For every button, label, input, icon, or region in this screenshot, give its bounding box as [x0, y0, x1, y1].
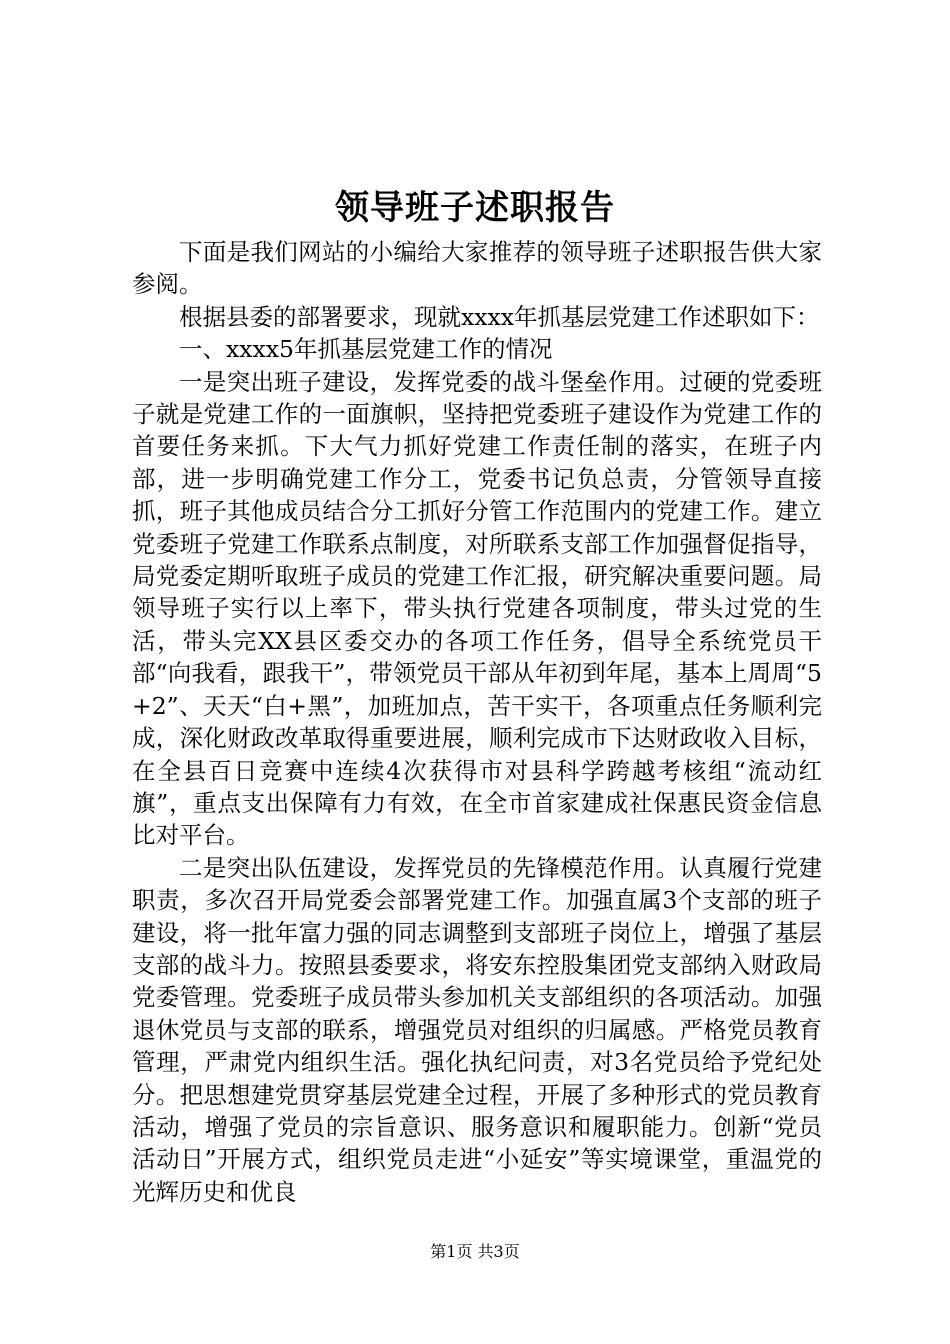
- paragraph-staff-building: 二是突出队伍建设，发挥党员的先锋模范作用。认真履行党建职责，多次召开局党委会部署党建工作。加强直属3个支部的班子建设，将一批年富力强的同志调整到支部班子岗位上，增强了基层支部的战斗力。按照县委要求，将安东控股集团党支部纳入财政局党委管理。党委班子成员带头参加机关支部组织的各项活动。加强退休党员与支部的联系，增强党员对组织的归属感。严格党员教育管理，严肃党内组织生活。强化执纪问责，对3名党员给予党纪处分。把思想建党贯穿基层党建全过程，开展了多种形式的党员教育活动，增强了党员的宗旨意识、服务意识和履职能力。创新“党员活动日”开展方式，组织党员走进“小延安”等实境课堂，重温党的光辉历史和优良: [132, 853, 822, 1206]
- section-heading: 一、xxxx5年抓基层党建工作的情况: [179, 335, 553, 364]
- paragraph-team-building: 一是突出班子建设，发挥党委的战斗堡垒作用。过硬的党委班子就是党建工作的一面旗帜，坚持把党委班子建设作为党建工作的首要任务来抓。下大气力抓好党建工作责任制的落实，在班子内部，进一步明确党建工作分工，党委书记负总责，分管领导直接抓，班子其他成员结合分工抓好分管工作范围内的党建工作。建立党委班子党建工作联系点制度，对所联系支部工作加强督促指导，局党委定期听取班子成员的党建工作汇报，研究解决重要问题。局领导班子实行以上率下，带头执行党建各项制度，带头过党的生活，带头完XX县区委交办的各项工作任务，倡导全系统党员干部“向我看，跟我干”，带领党员干部从年初到年尾，基本上周周“5+2”、天天“白+黑”，加班加点，苦干实干，各项重点任务顺利完成，深化财政改革取得重要进展，顺利完成市下达财政收入目标，在全县百日竞赛中连续4次获得市对县科学跨越考核组“流动红旗”，重点支出保障有力有效，在全市首家建成社保惠民资金信息比对平台。: [132, 367, 822, 850]
- page-footer: 第1页 共3页: [430, 1242, 520, 1261]
- document-body: [132, 236, 822, 1208]
- page-title: 领导班子述职报告: [335, 188, 615, 228]
- paragraph-intro: 下面是我们网站的小编给大家推荐的领导班子述职报告供大家参阅。: [132, 238, 822, 299]
- paragraph-preface: 根据县委的部署要求，现就xxxx年抓基层党建工作述职如下：: [179, 302, 820, 331]
